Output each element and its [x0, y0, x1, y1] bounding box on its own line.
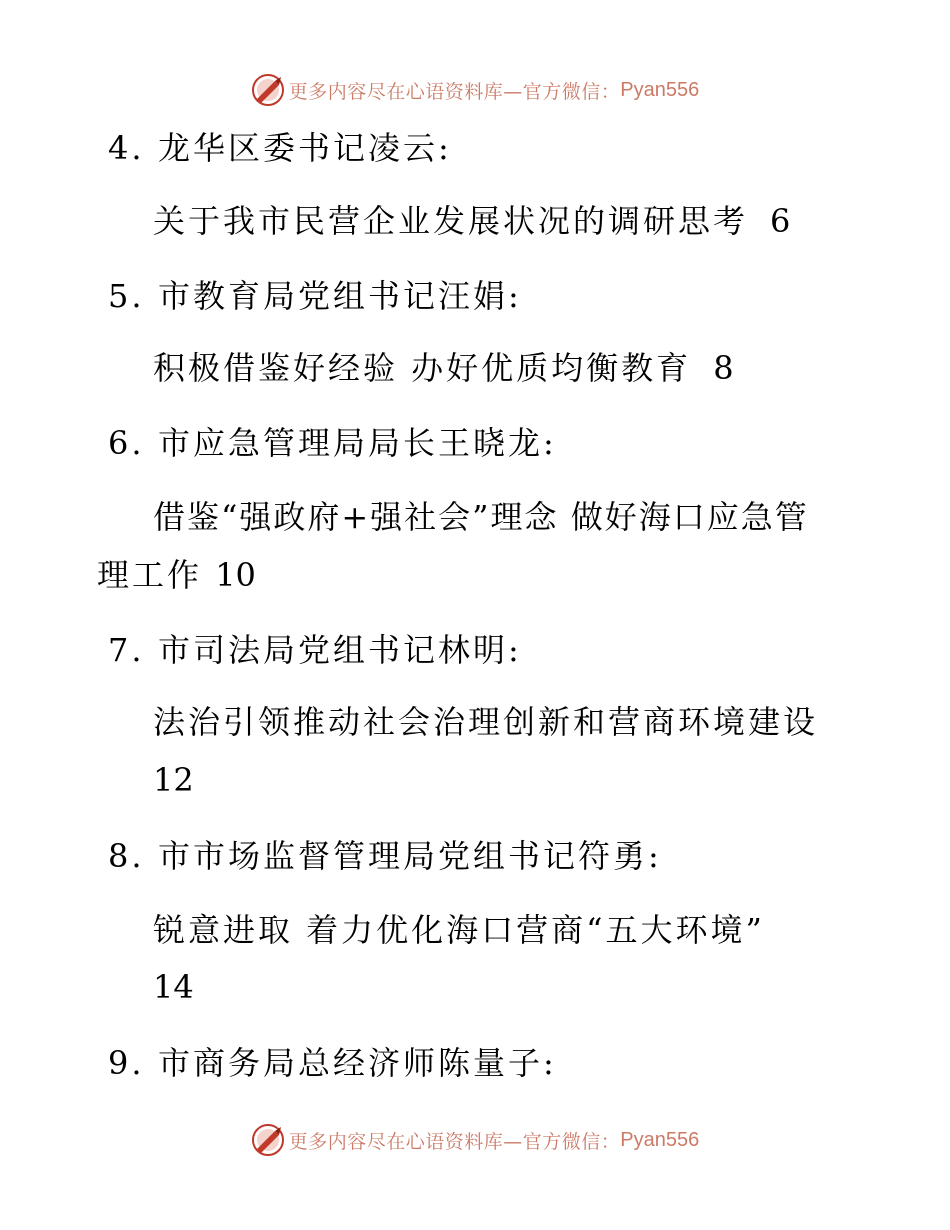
- toc-entry-author: [108, 1043, 557, 1083]
- author-text: 市教育局党组书记汪娟:: [158, 277, 522, 315]
- entry-number: 7.: [108, 631, 145, 669]
- toc-entry-title: [153, 910, 765, 950]
- watermark-text: 更多内容尽在心语资料库—官方微信：: [288, 1130, 621, 1153]
- title-text-line1: 借鉴“强政府+强社会”理念 做好海口应急管: [153, 498, 809, 536]
- title-text: 法治引领推动社会治理创新和营商环境建设: [153, 703, 819, 741]
- toc-entry-author: [108, 128, 452, 168]
- author-text: 市应急管理局局长王晓龙:: [158, 424, 557, 462]
- entry-number: 6.: [108, 424, 145, 462]
- footer-watermark: [0, 1120, 950, 1160]
- title-text-line2: 理工作: [97, 556, 203, 594]
- watermark-contact: Pyan556: [620, 78, 700, 101]
- title-text: 积极借鉴好经验 办好优质均衡教育: [153, 349, 692, 387]
- author-text: 市市场监督管理局党组书记符勇:: [158, 837, 662, 875]
- toc-entry-author: [108, 836, 662, 876]
- page-number: 10: [215, 556, 256, 594]
- toc-entry-title-continued: [97, 555, 256, 595]
- entry-number: 9.: [108, 1044, 145, 1082]
- header-watermark: [0, 70, 950, 110]
- title-text: 关于我市民营企业发展状况的调研思考: [153, 202, 749, 240]
- toc-entry-author: [108, 423, 557, 463]
- entry-number: 5.: [108, 277, 145, 315]
- pen-logo-icon: [251, 1123, 285, 1157]
- watermark-text: 更多内容尽在心语资料库—官方微信：: [288, 80, 621, 103]
- page-number: 8: [713, 349, 734, 387]
- entry-number: 4.: [108, 129, 145, 167]
- author-text: 市司法局党组书记林明:: [158, 631, 522, 669]
- toc-entry-title: [153, 497, 809, 537]
- author-text: 龙华区委书记凌云:: [158, 129, 452, 167]
- author-text: 市商务局总经济师陈量子:: [158, 1044, 557, 1082]
- page-number: 12: [153, 761, 194, 799]
- page-number: 6: [770, 202, 791, 240]
- toc-entry-page: [153, 760, 194, 800]
- toc-entry-author: [108, 276, 522, 316]
- toc-entry-page: [153, 967, 194, 1007]
- page-number: 14: [153, 968, 194, 1006]
- title-text: 锐意进取 着力优化海口营商“五大环境”: [153, 911, 765, 949]
- toc-entry-title: [153, 702, 818, 742]
- pen-logo-icon: [251, 73, 285, 107]
- watermark-contact: Pyan556: [620, 1128, 700, 1151]
- entry-number: 8.: [108, 837, 145, 875]
- toc-entry-title: [153, 201, 790, 241]
- toc-entry-author: [108, 630, 522, 670]
- toc-entry-title: [153, 348, 734, 388]
